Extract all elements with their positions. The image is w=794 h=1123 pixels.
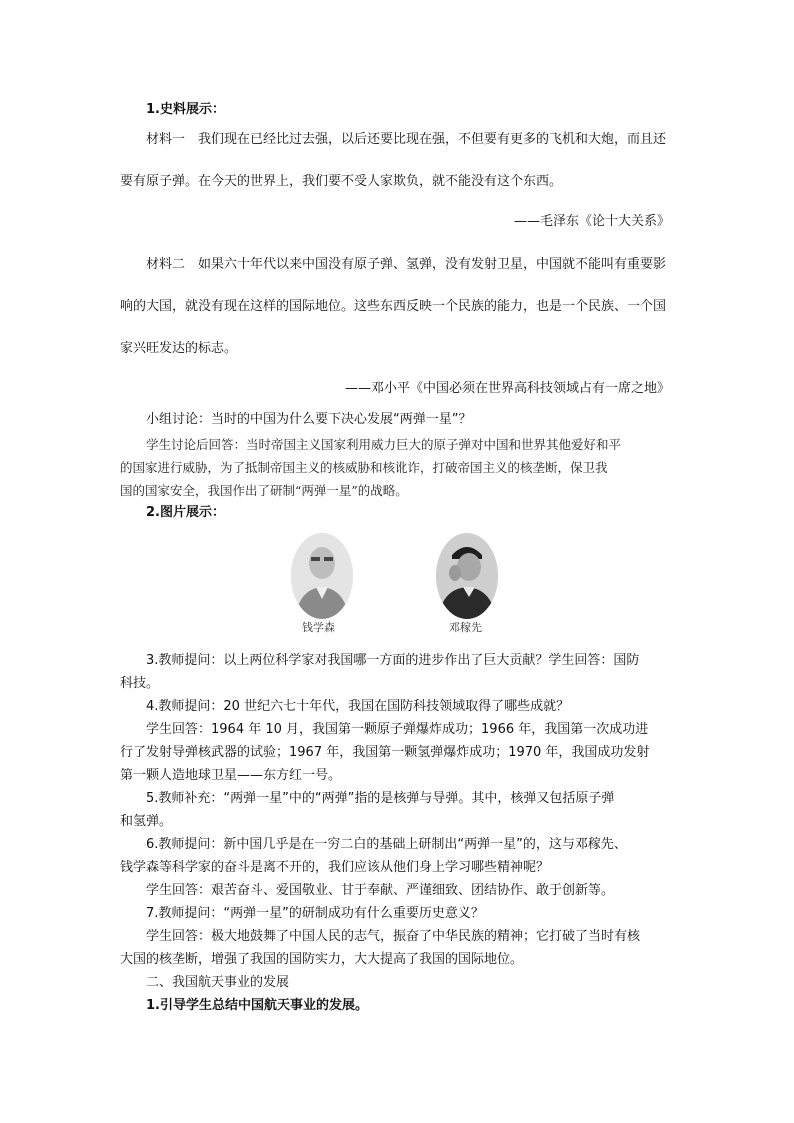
discussion-answer-line-2: 的国家进行威胁，为了抵制帝国主义的核威胁和核讹诈，打破帝国主义的核垄断，保卫我 [120, 460, 608, 475]
question-6-line-2: 钱学森等科学家的奋斗是离不开的，我们应该从他们身上学习哪些精神呢？ [120, 860, 550, 875]
answer-7-line-2: 大国的核垄断，增强了我国的国防实力，大大提高了我国的国际地位。 [120, 952, 524, 967]
discussion-answer-line-3: 国的国家安全，我国作出了研制“两弹一星”的战略。 [120, 483, 408, 498]
answer-4-line-1: 学生回答：1964 年 10 月，我国第一颗原子弹爆炸成功；1966 年，我国第一次成功进 [146, 722, 649, 737]
portrait-photo-deng-jiaxian [436, 533, 498, 619]
discussion-answer-line-1: 学生讨论后回答：当时帝国主义国家利用威力巨大的原子弹对中国和世界其他爱好和平 [146, 437, 622, 452]
part-2-heading: 二、我国航天事业的发展 [146, 975, 290, 990]
material-1-line-2: 要有原子弹。在今天的世界上，我们要不受人家欺负，就不能没有这个东西。 [120, 174, 563, 189]
material-2-line-3: 家兴旺发达的标志。 [120, 341, 238, 356]
portrait-photo-qian-xuesen [291, 533, 353, 619]
material-2-source: ——邓小平《中国必须在世界高科技领域占有一席之地》 [344, 381, 670, 396]
material-2-line-1: 材料二 如果六十年代以来中国没有原子弹、氢弹，没有发射卫星，中国就不能叫有重要影 [146, 257, 667, 272]
section-title-1: 1.史料展示： [146, 102, 225, 117]
answer-7-line-1: 学生回答：极大地鼓舞了中国人民的志气，振奋了中华民族的精神；它打破了当时有核 [146, 929, 641, 944]
material-2-line-2: 响的大国，就没有现在这样的国际地位。这些东西反映一个民族的能力，也是一个民族、一个国 [120, 299, 667, 314]
portrait-image [291, 533, 353, 619]
photo-caption-qian-xuesen: 钱学森 [302, 621, 335, 634]
material-1-line-1: 材料一 我们现在已经比过去强，以后还要比现在强，不但要有更多的飞机和大炮，而且还 [146, 132, 667, 147]
answer-4-line-2: 行了发射导弹核武器的试验；1967 年，我国第一颗氢弹爆炸成功；1970 年，我国成功发射 [120, 745, 650, 760]
supplement-5-line-1: 5.教师补充：“两弹一星”中的“两弹”指的是核弹与导弹。其中，核弹又包括原子弹 [146, 791, 615, 806]
portrait-image [436, 533, 498, 619]
question-6-line-1: 6.教师提问：新中国几乎是在一穷二白的基础上研制出“两弹一星”的，这与邓稼先、 [146, 837, 627, 852]
group-discussion: 小组讨论：当时的中国为什么要下决心发展“两弹一星”？ [146, 412, 472, 427]
material-1-source: ——毛泽东《论十大关系》 [513, 214, 670, 229]
question-4: 4.教师提问：20 世纪六七十年代，我国在国防科技领域取得了哪些成就？ [146, 699, 570, 714]
photo-caption-deng-jiaxian: 邓稼先 [449, 621, 482, 634]
question-7: 7.教师提问：“两弹一星”的研制成功有什么重要历史意义？ [146, 906, 484, 921]
supplement-5-line-2: 和氢弹。 [120, 814, 173, 829]
answer-6: 学生回答：艰苦奋斗、爱国敬业、甘于奉献、严谨细致、团结协作、敢于创新等。 [146, 883, 615, 898]
part-2-item-1: 1.引导学生总结中国航天事业的发展。 [146, 998, 368, 1013]
question-3-line-1: 3.教师提问：以上两位科学家对我国哪一方面的进步作出了巨大贡献？学生回答：国防 [146, 653, 640, 668]
question-3-line-2: 科技。 [120, 676, 160, 691]
answer-4-line-3: 第一颗人造地球卫星——东方红一号。 [120, 768, 342, 783]
section-title-2: 2.图片展示： [146, 505, 225, 520]
